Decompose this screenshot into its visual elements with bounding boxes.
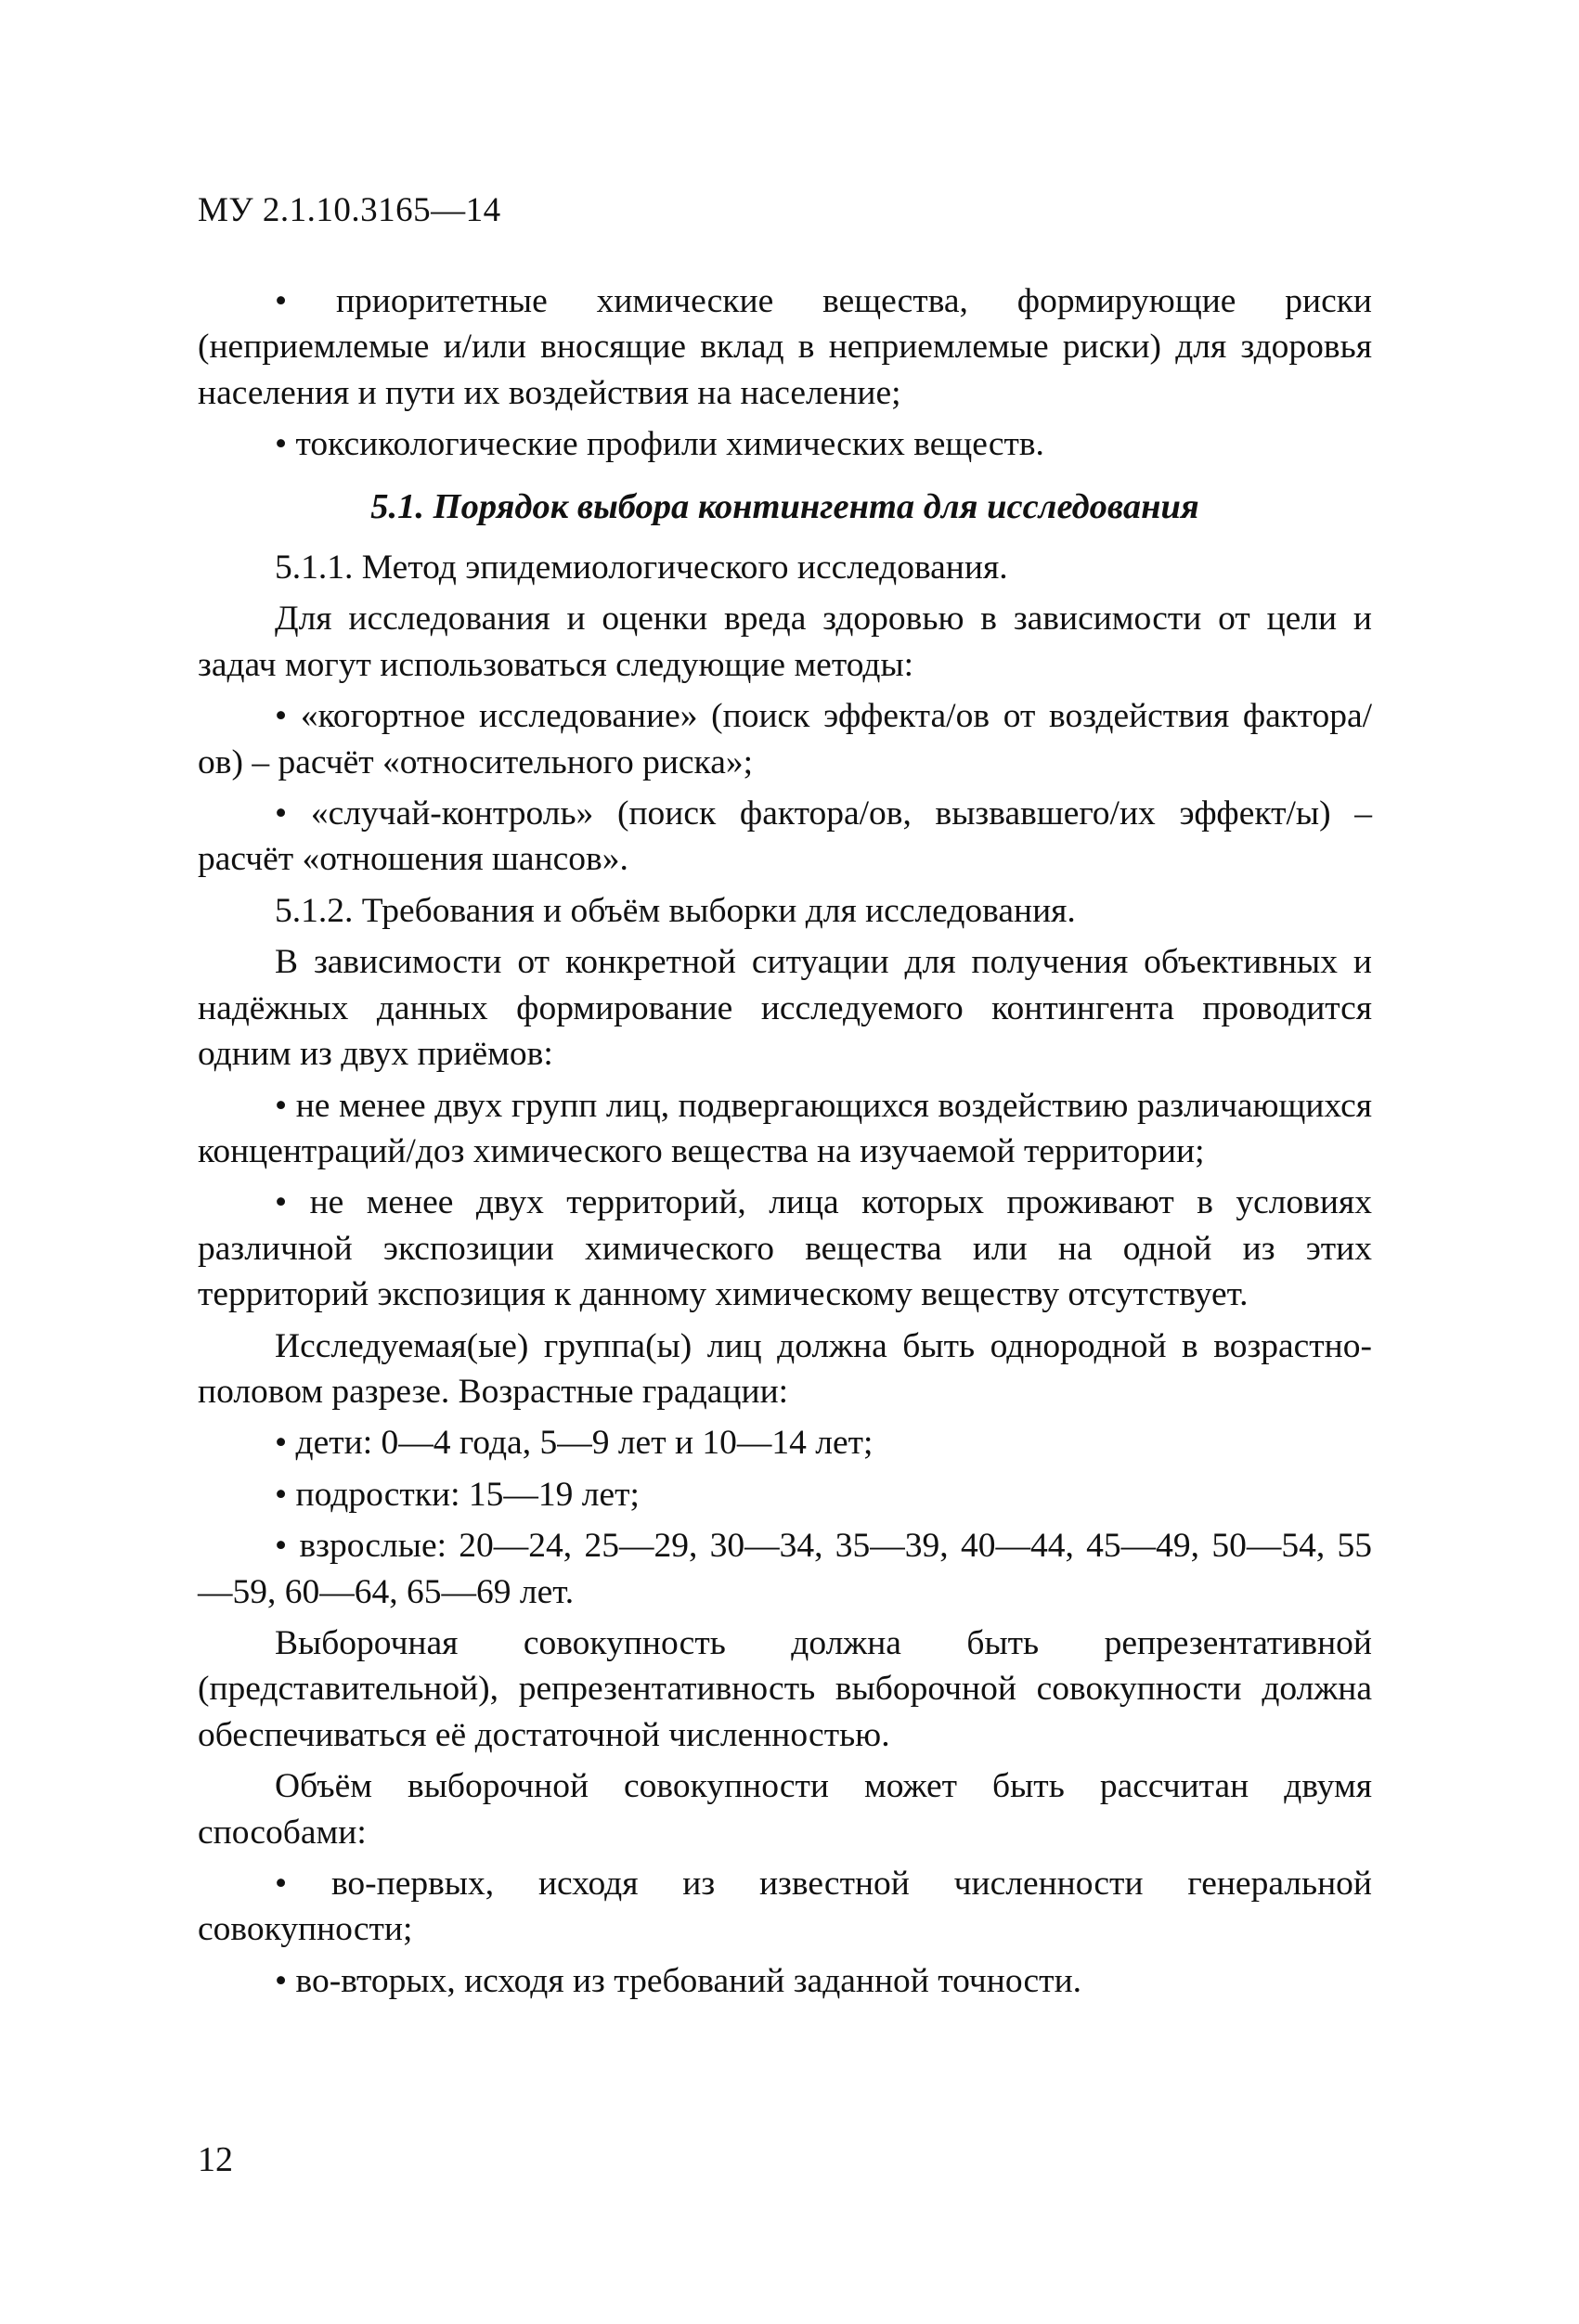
bullet-text: токсикологические профили химических веществ. — [295, 425, 1044, 464]
bullet-item — [198, 1083, 1372, 1175]
bullet-icon: • — [275, 282, 288, 320]
bullet-item — [198, 791, 1372, 883]
bullet-icon: • — [275, 1183, 288, 1222]
bullet-item — [198, 1861, 1372, 1953]
bullet-text: дети: 0—4 года, 5—9 лет и 10—14 лет; — [295, 1424, 874, 1463]
paragraph: Выборочная совокупность должна быть репрезентативной (представительной), репрезентативность выборочной совокупности должна обеспечиваться её достаточной численностью. — [198, 1623, 1372, 1754]
bullet-text: взрослые: 20—24, 25—29, 30—34, 35—39, 40—44, 45—49, 50—54, 55—59, 60—64, 65—69 лет. — [198, 1527, 1372, 1611]
bullet-icon: • — [275, 1865, 288, 1903]
bullet-icon: • — [275, 425, 288, 464]
bullet-text: не менее двух территорий, лица которых проживают в условиях различной экспозиции химического вещества или на одной из этих территорий экспозиция к данному химическому веществу отсутствует. — [198, 1183, 1372, 1314]
bullet-text: во-первых, исходя из известной численности генеральной совокупности; — [198, 1865, 1372, 1949]
bullet-text: во-вторых, исходя из требований заданной точности. — [295, 1961, 1082, 2000]
bullet-item — [198, 693, 1372, 785]
bullet-icon: • — [275, 794, 288, 833]
bullet-item — [198, 1180, 1372, 1317]
bullet-item — [198, 1420, 1372, 1465]
bullet-item — [198, 1523, 1372, 1615]
bullet-icon: • — [275, 1424, 288, 1463]
bullet-item — [198, 1958, 1372, 2004]
subsection-heading: 5.1.1. Метод эпидемиологического исследования. — [275, 549, 1008, 587]
bullet-text: приоритетные химические вещества, формирующие риски (неприемлемые и/или вносящие вклад в неприемлемые риски) для здоровья населения и пути их воздействия на население; — [198, 282, 1372, 412]
bullet-icon: • — [275, 1961, 288, 2000]
paragraph: В зависимости от конкретной ситуации для получения объективных и надёжных данных формирование исследуемого контингента проводится одним из двух приёмов: — [198, 943, 1372, 1074]
bullet-item — [198, 278, 1372, 416]
bullet-text: не менее двух групп лиц, подвергающихся воздействию различающихся концентраций/доз химического вещества на изучаемой территории; — [198, 1086, 1372, 1170]
section-title: 5.1. Порядок выбора контингента для исследования — [370, 486, 1199, 526]
bullet-text: «когортное исследование» (поиск эффекта/ов от воздействия фактора/ов) – расчёт «относительного риска»; — [198, 697, 1373, 781]
page-body — [198, 278, 1372, 2009]
bullet-icon: • — [275, 1475, 288, 1514]
page-number: 12 — [198, 2140, 233, 2179]
subsection-heading: 5.1.2. Требования и объём выборки для исследования. — [275, 891, 1076, 930]
bullet-text: «случай-контроль» (поиск фактора/ов, вызвавшего/их эффект/ы) – расчёт «отношения шансов». — [198, 794, 1372, 879]
paragraph: Объём выборочной совокупности может быть рассчитан двумя способами: — [198, 1767, 1372, 1852]
bullet-item — [198, 1472, 1372, 1517]
paragraph: Для исследования и оценки вреда здоровью в зависимости от цели и задач могут использоваться следующие методы: — [198, 600, 1372, 684]
paragraph: Исследуемая(ые) группа(ы) лиц должна быть однородной в возрастно-половом разрезе. Возрастные градации: — [198, 1326, 1372, 1411]
bullet-icon: • — [275, 1086, 288, 1125]
bullet-item — [198, 421, 1372, 467]
document-code-header: МУ 2.1.10.3165—14 — [198, 191, 501, 229]
bullet-icon: • — [275, 1527, 288, 1566]
bullet-text: подростки: 15—19 лет; — [295, 1475, 640, 1514]
bullet-icon: • — [275, 697, 288, 736]
